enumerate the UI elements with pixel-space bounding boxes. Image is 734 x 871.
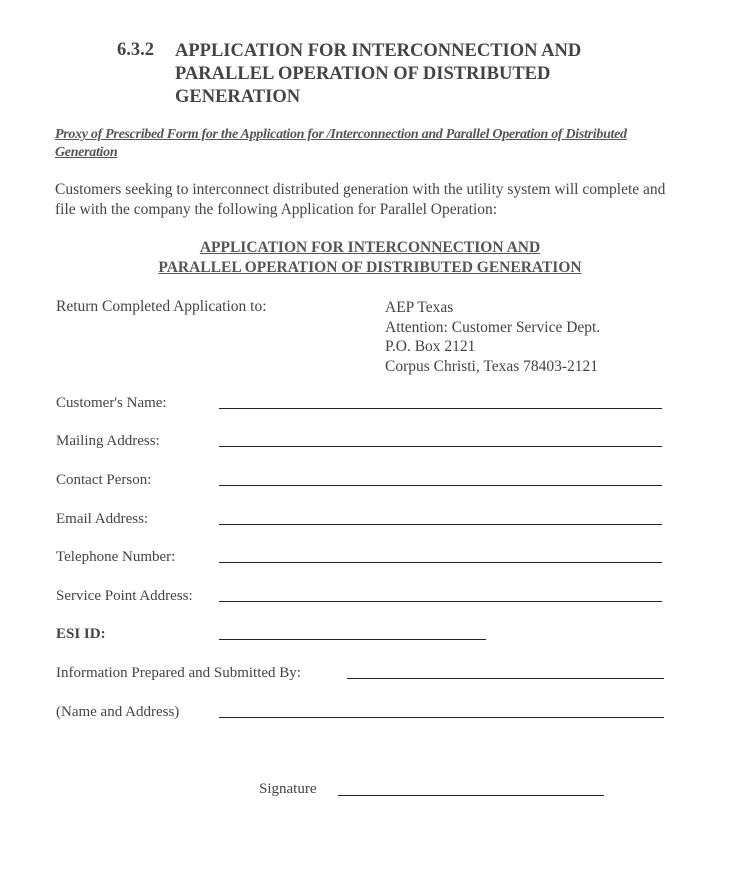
- service-point-address-label: Service Point Address:: [56, 588, 193, 604]
- intro-paragraph: Customers seeking to interconnect distributed generation with the utility system will complete and file with the company the following Application for Parallel Operation:: [55, 181, 666, 218]
- name-and-address-field[interactable]: [219, 717, 664, 718]
- name-and-address-label: (Name and Address): [56, 704, 180, 720]
- section-title-line: APPLICATION FOR INTERCONNECTION AND: [175, 41, 582, 61]
- return-address-line: Attention: Customer Service Dept.: [385, 318, 601, 336]
- prepared-by-field[interactable]: [347, 678, 664, 679]
- return-address: [385, 298, 600, 376]
- contact-person-field[interactable]: [219, 485, 662, 486]
- esi-id-field[interactable]: [219, 639, 486, 640]
- mailing-address-label: Mailing Address:: [56, 433, 160, 449]
- return-address-line: AEP Texas: [385, 299, 454, 316]
- form-title: [55, 238, 685, 278]
- form-title-line: PARALLEL OPERATION OF DISTRIBUTED GENERATION: [158, 259, 582, 276]
- mailing-address-field[interactable]: [219, 446, 662, 447]
- section-title-line: GENERATION: [175, 87, 301, 107]
- contact-person-label: Contact Person:: [56, 472, 152, 488]
- return-to-label: Return Completed Application to:: [56, 298, 267, 315]
- section-number: 6.3.2: [117, 40, 154, 60]
- proxy-note: Proxy of Prescribed Form for the Application for /Interconnection and Parallel Operation of Distributed Generation: [55, 127, 627, 160]
- signature-field[interactable]: [338, 795, 604, 796]
- email-address-label: Email Address:: [56, 511, 149, 527]
- section-title-line: PARALLEL OPERATION OF DISTRIBUTED: [175, 64, 551, 84]
- prepared-by-label: Information Prepared and Submitted By:: [56, 665, 301, 681]
- return-address-line: Corpus Christi, Texas 78403-2121: [385, 357, 599, 375]
- telephone-number-field[interactable]: [219, 562, 662, 563]
- customer-name-label: Customer's Name:: [56, 395, 167, 411]
- return-address-line: P.O. Box 2121: [385, 338, 476, 355]
- customer-name-field[interactable]: [219, 408, 662, 409]
- email-address-field[interactable]: [219, 524, 662, 525]
- telephone-number-label: Telephone Number:: [56, 549, 176, 565]
- form-title-line: APPLICATION FOR INTERCONNECTION AND: [199, 239, 541, 256]
- service-point-address-field[interactable]: [219, 601, 662, 602]
- signature-label: Signature: [259, 781, 317, 797]
- section-title: [175, 40, 645, 109]
- esi-id-label: ESI ID:: [56, 626, 106, 642]
